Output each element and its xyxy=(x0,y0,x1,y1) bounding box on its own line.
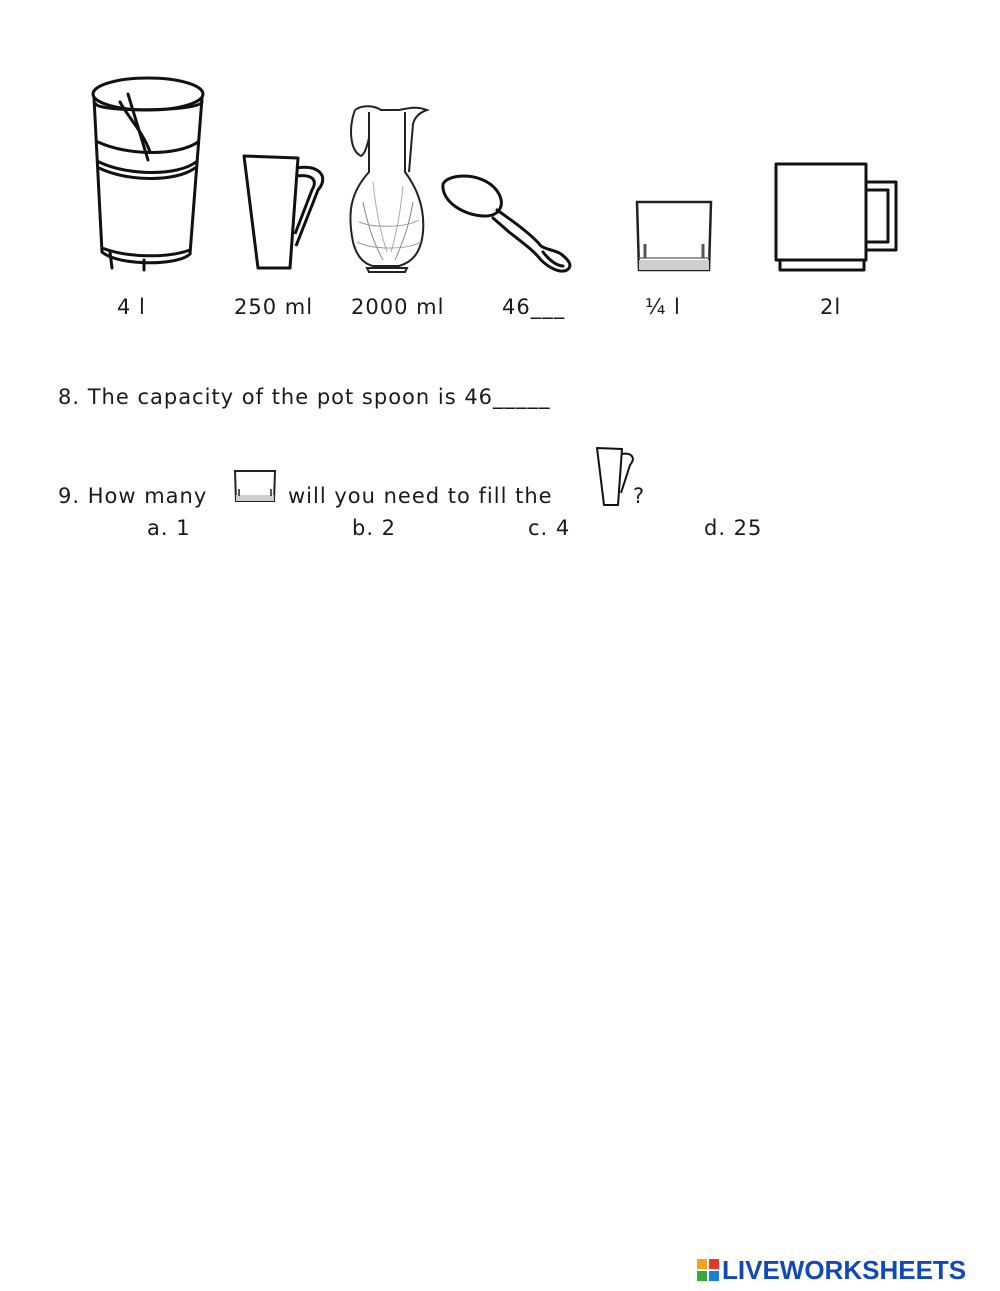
question-9-part1: 9. How many xyxy=(58,484,208,508)
option-a[interactable]: a. 1 xyxy=(147,516,191,540)
bucket-icon xyxy=(88,72,213,272)
mug-icon xyxy=(770,160,902,275)
option-c[interactable]: c. 4 xyxy=(528,516,571,540)
spoon-icon xyxy=(437,170,579,274)
capacity-label-bucket: 4 l xyxy=(117,295,146,319)
glass-icon xyxy=(633,198,715,274)
option-b[interactable]: b. 2 xyxy=(352,516,397,540)
jug-icon xyxy=(343,102,433,274)
tall-mug-icon xyxy=(594,445,634,507)
question-8: 8. The capacity of the pot spoon is 46_____ xyxy=(58,385,551,409)
logo-text: LIVEWORKSHEETS xyxy=(722,1254,967,1285)
capacity-label-tall-mug: 250 ml xyxy=(234,295,314,319)
question-9-part2: will you need to fill the xyxy=(288,484,553,508)
capacity-label-spoon: 46___ xyxy=(502,295,566,319)
option-d[interactable]: d. 25 xyxy=(704,516,763,540)
capacity-label-mug: 2l xyxy=(820,295,842,319)
liveworksheets-logo xyxy=(697,1255,995,1285)
logo-squares-icon xyxy=(697,1259,719,1281)
capacity-label-jug: 2000 ml xyxy=(351,295,445,319)
capacity-label-glass: ¼ l xyxy=(645,295,681,319)
question-9-part3: ? xyxy=(633,484,646,508)
glass-icon xyxy=(233,469,277,503)
tall-mug-icon xyxy=(238,150,326,272)
